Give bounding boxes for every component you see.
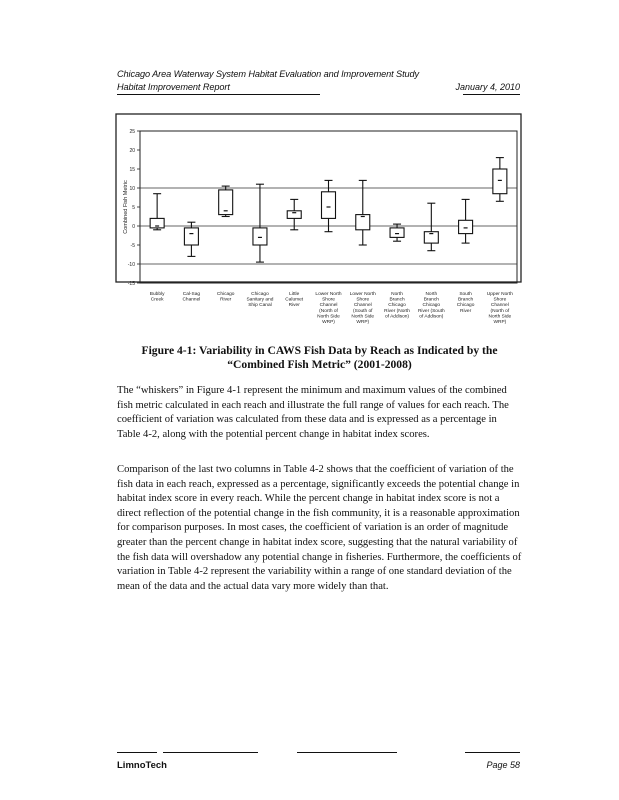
x-category-label-line: Channel <box>182 297 201 303</box>
box-iqr <box>253 228 267 245</box>
box-iqr <box>184 228 198 245</box>
x-category-label-line: Channel <box>490 303 509 309</box>
box-group <box>424 203 438 251</box>
x-category-label-line: WRP) <box>493 320 507 325</box>
header-rule <box>117 94 320 95</box>
paragraph-whiskers: The “whiskers” in Figure 4-1 represent the minimum and maximum values of the combined fish metric calculated in each reach and illustrate the full range of values for each reach. The coefficient of variation was calculated from these data and is expressed as a percentage in Table 4-2, along with the potential percent change in habitat index scores. <box>117 385 509 440</box>
x-category-label <box>182 291 200 303</box>
box-plot-chart <box>115 113 523 338</box>
figure-caption-line1: Figure 4-1: Variability in CAWS Fish Data by Reach as Indicated by the <box>141 344 498 357</box>
report-title: Chicago Area Waterway System Habitat Evaluation and Improvement Study <box>117 69 420 79</box>
y-tick-label: 25 <box>129 129 135 135</box>
x-category-label-line: (South of <box>353 308 373 314</box>
report-date: January 4, 2010 <box>455 82 520 92</box>
box-group <box>459 199 473 243</box>
x-category-label-line: Branch <box>457 297 474 303</box>
x-category-label-line: River <box>459 308 472 314</box>
box-group <box>287 199 301 229</box>
footer-page-number: Page 58 <box>486 760 520 770</box>
chart-boxes <box>150 158 507 263</box>
box-group <box>253 184 267 262</box>
x-category-label <box>487 291 513 325</box>
x-category-label-line: Lower North <box>349 292 376 297</box>
x-category-label-line: Calumet <box>285 297 304 303</box>
figure-caption <box>117 344 522 372</box>
x-category-label-line: River <box>220 297 232 303</box>
x-category-label-line: WRP) <box>322 320 335 325</box>
x-category-label-line: South <box>459 292 472 297</box>
x-category-label-line: of Addison) <box>419 314 444 320</box>
box-iqr <box>322 192 336 219</box>
x-category-label-line: River (North <box>384 308 410 314</box>
x-category-label-line: Upper North <box>486 292 513 297</box>
x-category-label-line: Creek <box>150 297 164 303</box>
box-group <box>356 180 370 245</box>
x-category-label-line: North <box>425 292 438 297</box>
x-category-label-line: Shore <box>356 297 370 303</box>
box-group <box>493 158 507 202</box>
figure-caption-line2: “Combined Fish Metric” (2001-2008) <box>227 358 412 371</box>
x-category-label-line: Shore <box>493 297 507 303</box>
x-category-label <box>315 291 341 325</box>
x-category-label <box>384 291 410 319</box>
x-category-label-line: Shore <box>322 297 335 303</box>
y-tick-label: 10 <box>129 186 135 192</box>
x-category-label-line: Bubbly <box>149 292 165 297</box>
y-tick-label: 5 <box>132 205 135 211</box>
x-category-label-line: Chicago <box>216 292 235 297</box>
footer-company: LimnoTech <box>117 760 167 771</box>
x-category-label <box>246 291 273 308</box>
x-category-label-line: Ship Canal <box>248 303 272 309</box>
y-axis-label: Combined Fish Metric <box>123 180 129 234</box>
report-subtitle: Habitat Improvement Report <box>117 82 230 92</box>
x-category-label-line: Sanitary and <box>246 297 274 303</box>
figure-border <box>116 114 521 282</box>
x-category-label-line: Cal-Sag <box>182 292 201 297</box>
y-tick-label: -5 <box>130 243 135 249</box>
x-category-label-line: (North of <box>319 308 338 314</box>
box-group <box>150 194 164 230</box>
y-tick-label: -15 <box>127 281 135 287</box>
footer-rule-2 <box>163 752 258 753</box>
x-category-label <box>285 291 304 308</box>
x-category-label-line: Chicago <box>251 292 269 297</box>
box-iqr <box>493 169 507 194</box>
box-group <box>390 224 404 241</box>
box-group <box>219 186 233 216</box>
box-iqr <box>390 228 404 238</box>
chart-categories <box>150 291 513 325</box>
x-category-label-line: WRP) <box>356 320 370 325</box>
box-iqr <box>287 211 301 219</box>
x-category-label <box>418 291 445 319</box>
box-iqr <box>459 220 473 233</box>
y-tick-label: 20 <box>129 148 135 154</box>
x-category-label <box>457 291 475 314</box>
x-category-label-line: Chicago <box>422 303 441 309</box>
x-category-label-line: North <box>391 292 403 297</box>
x-category-label-line: Chicago <box>388 303 406 309</box>
chart-frame <box>116 114 521 283</box>
y-tick-label: -10 <box>127 262 135 268</box>
box-group <box>184 222 198 256</box>
x-category-label-line: Chicago <box>456 303 475 309</box>
x-category-label <box>150 291 165 303</box>
y-tick-label: 15 <box>129 167 135 173</box>
x-category-label-line: Channel <box>319 303 338 309</box>
x-category-label-line: Little <box>289 292 300 297</box>
x-category-label-line: River (South <box>417 308 445 314</box>
y-tick-label: 0 <box>132 224 135 230</box>
x-category-label-line: Lower North <box>315 292 342 297</box>
paragraph-comparison: Comparison of the last two columns in Table 4-2 shows that the coefficient of variation of the fish data in each reach, expressed as a percentage, significantly exceeds the potential change in habitat index score in every reach. While the percent change in habitat index score is not a direct reflection of the potential change in the fish community, it is a reasonable approximation for comparison purposes. In most cases, the coefficient of variation is an order of magnitude greater than the percent change in habitat index score, suggesting that the natural variability of the fish data will overshadow any potential change in fisheries. Furthermore, the coefficients of variation in Table 4-2 represent the variability within a range of one standard deviation of the mean of the data and the actual data vary more widely than that. <box>117 464 522 592</box>
x-category-label-line: Channel <box>353 303 372 309</box>
x-category-label-line: of Addison) <box>385 314 410 320</box>
chart-axis <box>123 129 140 287</box>
x-category-label-line: (North of <box>490 308 510 314</box>
header-rule-right <box>463 94 520 95</box>
x-category-label <box>217 291 235 303</box>
footer-rule-4 <box>465 752 520 753</box>
x-category-label-line: Branch <box>389 297 405 303</box>
footer-rule-1 <box>117 752 157 753</box>
x-category-label-line: North Side <box>317 314 340 320</box>
x-category-label-line: Branch <box>423 297 439 303</box>
footer-rule-3 <box>297 752 397 753</box>
x-category-label-line: River <box>288 303 300 309</box>
x-category-label-line: North Side <box>488 314 512 320</box>
x-category-label-line: North Side <box>351 314 375 320</box>
x-category-label <box>350 291 376 325</box>
